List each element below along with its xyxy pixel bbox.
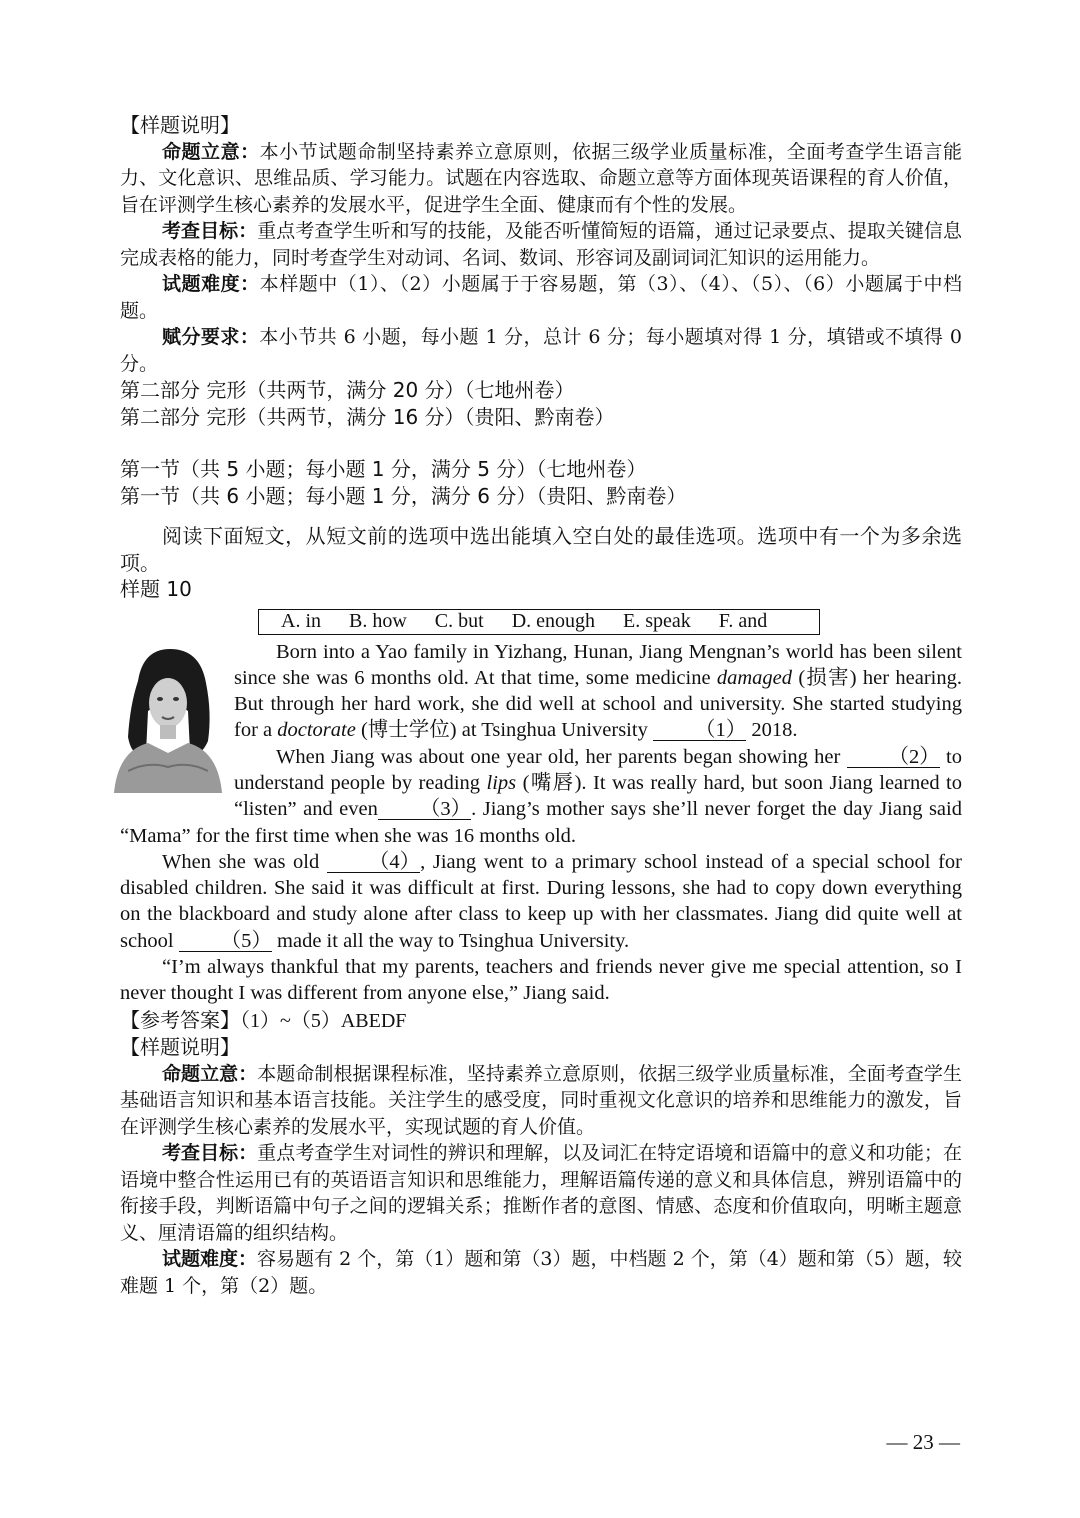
page-number: — 23 —: [886, 1430, 960, 1454]
option: F. and: [718, 610, 768, 632]
blank-4: （4）: [327, 852, 420, 873]
blank-5: （5）: [179, 931, 272, 952]
passage-paragraph-1: Born into a Yao family in Yizhang, Hunan, Jiang Mengnan’s world has been silent since she was 6 months old. At that time, some medicine damaged (损害) her hearing. But through her hard work, she did well at school and university. She started studying for a doctorate (博士学位) at Tsinghua University （1） 2018.: [234, 640, 962, 742]
option: B. how: [349, 610, 407, 632]
option: D. enough: [511, 610, 596, 632]
paragraph-intent: 命题立意：本题命制根据课程标准，坚持素养立意原则，依据三级学业质量标准，全面考查学生基础语言知识和基本语言技能。关注学生的感受度，同时重视文化意识的培养和思维能力的激发，旨在评测学生核心素养的发展水平，实现试题的育人价值。: [120, 1062, 962, 1138]
section-heading: 【样题说明】: [120, 113, 240, 137]
passage-paragraph-4: “I’m always thankful that my parents, teachers and friends never give me special attention, so I never thought I was different from anyone else,” Jiang said.: [120, 956, 962, 1005]
part-title: 第二部分 完形（共两节，满分 20 分）（七地州卷）: [120, 378, 575, 402]
option: A. in: [281, 610, 321, 632]
passage-paragraph-3: When she was old （4）, Jiang went to a primary school instead of a special school for disabled children. She said it was difficult at first. During lessons, she had to copy down everything on the blackboard and study alone after class to keep up with her classmates. Jiang did quite well at school （5） made it all the way to Tsinghua University.: [120, 850, 962, 952]
portrait-photo: [108, 641, 226, 793]
blank-3: （3）: [378, 799, 471, 820]
option: E. speak: [623, 610, 691, 632]
section-title: 第一节（共 6 小题；每小题 1 分，满分 6 分）（贵阳、黔南卷）: [120, 483, 687, 508]
blank-2: （2）: [847, 747, 940, 768]
document-page: [120, 112, 962, 1299]
passage: [120, 639, 962, 1007]
paragraph-scoring: 赋分要求：本小节共 6 小题，每小题 1 分，总计 6 分；每小题填对得 1 分，填错或不填得 0 分。: [120, 326, 962, 375]
part-title: 第二部分 完形（共两节，满分 16 分）（贵阳、黔南卷）: [120, 404, 615, 429]
paragraph-goal: 考查目标：重点考查学生听和写的技能，及能否听懂简短的语篇，通过记录要点、提取关键信息完成表格的能力，同时考查学生对动词、名词、数词、形容词及副词词汇知识的运用能力。: [120, 220, 962, 269]
sample-title: 样题 10: [120, 577, 192, 601]
paragraph-difficulty: 试题难度：本样题中（1）、（2）小题属于于容易题，第（3）、（4）、（5）、（6）小题属于中档题。: [120, 273, 962, 322]
section-heading: 【样题说明】: [120, 1035, 240, 1060]
paragraph-goal: 考查目标：重点考查学生对词性的辨识和理解，以及词汇在特定语境和语篇中的意义和功能；在语境中整合性运用已有的英语语言知识和思维能力，理解语篇传递的意义和具体信息，辨别语篇中的衔接手段，判断语篇中句子之间的逻辑关系；推断作者的意图、情感、态度和价值取向，明晰主题意义、厘清语篇的组织结构。: [120, 1142, 962, 1244]
passage-paragraph-2: When Jiang was about one year old, her parents began showing her （2） to understand people by reading lips (嘴唇). It was really hard, but soon Jiang learned to “listen” and even （3）. Jiang’s mother says she’ll never forget the day Jiang said “Mama” for the first time when she was 16 months old.: [120, 745, 963, 847]
instruction: 阅读下面短文，从短文前的选项中选出能填入空白处的最佳选项。选项中有一个为多余选项。: [120, 524, 962, 575]
answer-line: 【参考答案】（1）~（5）ABEDF: [120, 1007, 407, 1032]
option: C. but: [434, 610, 484, 632]
options-box: [258, 609, 820, 635]
section-title: 第一节（共 5 小题；每小题 1 分，满分 5 分）（七地州卷）: [120, 457, 647, 481]
blank-1: （1）: [653, 720, 746, 741]
paragraph-difficulty: 试题难度：容易题有 2 个，第（1）题和第（3）题，中档题 2 个，第（4）题和第（5）题，较难题 1 个，第（2）题。: [120, 1248, 962, 1297]
paragraph-intent: 命题立意：本小节试题命制坚持素养立意原则，依据三级学业质量标准，全面考查学生语言能力、文化意识、思维品质、学习能力。试题在内容选取、命题立意等方面体现英语课程的育人价值，旨在评测学生核心素养的发展水平，促进学生全面、健康而有个性的发展。: [120, 140, 962, 216]
